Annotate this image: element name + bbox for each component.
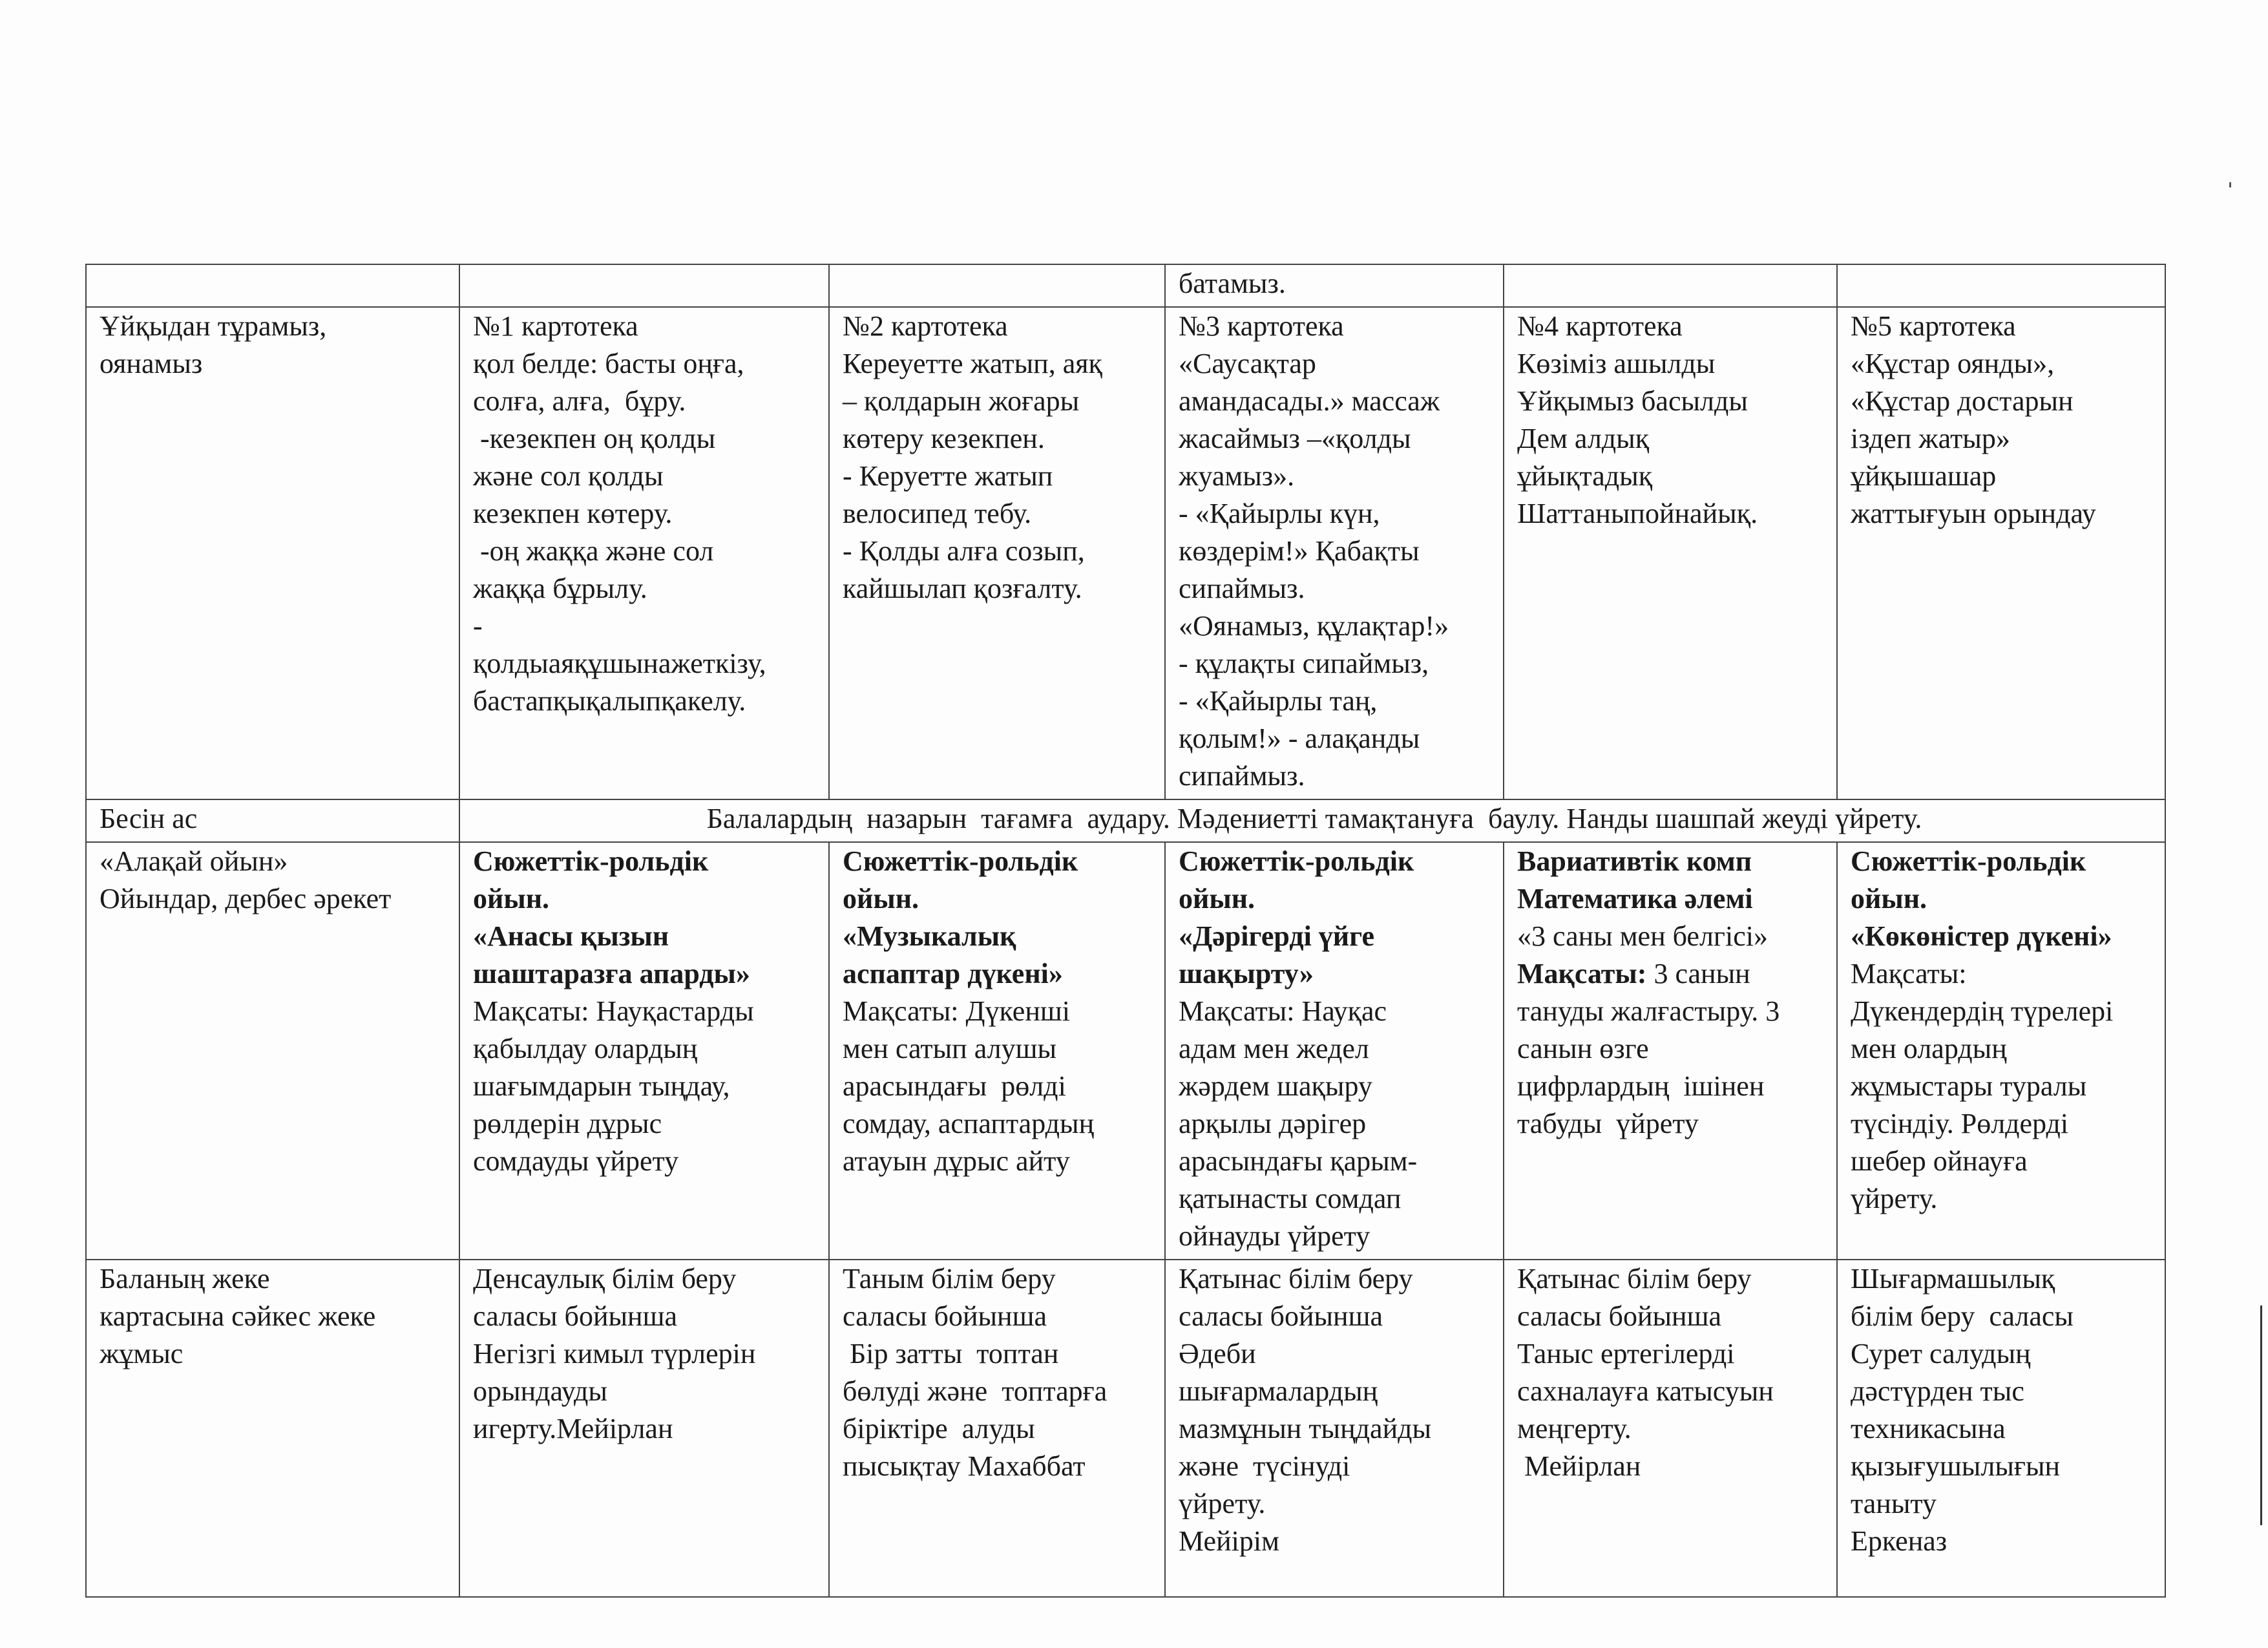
table-cell-4-3	[1165, 1260, 1504, 1597]
cell-text-line: арасындағы рөлді	[843, 1070, 1066, 1102]
table-cell-0-5	[1837, 264, 2165, 307]
game-goal	[473, 993, 819, 1180]
table-cell-3-4	[1504, 842, 1837, 1260]
cell-text-line: саласы бойынша	[473, 1300, 678, 1332]
cell-text-line: №3 картотека	[1179, 310, 1344, 342]
cell-text-line: рөлдерін дұрыс	[473, 1108, 662, 1139]
cell-text-line: Мақсаты: Науқас	[1179, 995, 1387, 1027]
cell-text-line: Қатынас білім беру	[1517, 1263, 1752, 1294]
cell-text-line: Еркеназ	[1851, 1525, 1948, 1557]
row-label-cell	[86, 307, 459, 799]
table-row-continuation	[86, 264, 2165, 307]
table-row-games	[86, 842, 2165, 1260]
cell-text-line: жәрдем шақыру	[1179, 1070, 1372, 1102]
cell-text-line: санын өзге	[1517, 1033, 1649, 1064]
cell-text-line: Дем алдық	[1517, 423, 1650, 454]
cell-text-line: дәстүрден тыс	[1851, 1375, 2024, 1407]
cell-text-line: амандасады.» массаж	[1179, 385, 1440, 417]
cell-text-line: Мейірім	[1179, 1525, 1279, 1557]
cell-text-line: Баланың жеке	[100, 1263, 270, 1294]
cell-text-line: Дүкендердің түрелері	[1851, 995, 2114, 1027]
cell-text-line: картасына сәйкес жеке	[100, 1300, 376, 1332]
scan-edge-line	[2260, 1305, 2262, 1525]
cell-text-line: атауын дұрыс айту	[843, 1145, 1070, 1177]
cell-text-line: қатынасты сомдап	[1179, 1183, 1402, 1214]
game-topic	[1517, 918, 1827, 955]
cell-text-line: сомдауды үйрету	[473, 1145, 679, 1177]
cell-text-line: іздеп жатыр»	[1851, 423, 2010, 454]
cell-text-line: батамыз.	[1179, 268, 1286, 299]
cell-text-line: кезекпен көтеру.	[473, 498, 673, 529]
cell-text-line: цифрлардың ішінен	[1517, 1070, 1765, 1102]
cell-text-line: көздерім!» Қабақты	[1179, 535, 1420, 567]
table-cell-4-2	[829, 1260, 1165, 1597]
cell-text-line: - Керуетте жатып	[843, 460, 1053, 492]
cell-text-line: жасаймыз –«қолды	[1179, 423, 1411, 454]
cell-text-line: жұмыстары туралы	[1851, 1070, 2087, 1102]
cell-text-line: таныту	[1851, 1488, 1937, 1519]
cell-text-line: «3 саны мен белгісі»	[1517, 920, 1768, 952]
cell-text-line: Негізгі кимыл түрлерін	[473, 1338, 756, 1369]
table-cell-1-2	[829, 307, 1165, 799]
cell-text-line: ойнауды үйрету	[1179, 1220, 1370, 1252]
table-cell-0-3	[1165, 264, 1504, 307]
cell-text-line: шығармалардың	[1179, 1375, 1378, 1407]
cell-text-line: техникасына	[1851, 1413, 2006, 1444]
cell-text-line: Сюжеттік-рольдік	[473, 845, 709, 877]
cell-text-line: №4 картотека	[1517, 310, 1683, 342]
cell-text-line: көтеру кезекпен.	[843, 423, 1045, 454]
cell-text-line: Бір затты топтан	[843, 1338, 1059, 1369]
cell-text-line: мазмұнын тыңдайды	[1179, 1413, 1432, 1444]
cell-text-line: Қатынас білім беру	[1179, 1263, 1413, 1294]
cell-text-line: «Музыкалық	[843, 920, 1016, 952]
cell-text-line: арқылы дәрігер	[1179, 1108, 1367, 1139]
cell-text-line: шаштаразға апарды»	[473, 958, 750, 989]
row-label-cell	[86, 1260, 459, 1597]
goal-rest: 3 санын	[1646, 958, 1750, 989]
cell-text-line: Шаттаныпойнайық.	[1517, 498, 1758, 529]
row-label-cell	[86, 264, 459, 307]
cell-text-line: Сюжеттік-рольдік	[843, 845, 1078, 877]
cell-text-line: - «Қайырлы күн,	[1179, 498, 1380, 529]
cell-text-line: бөлуді және топтарға	[843, 1375, 1108, 1407]
cell-text-line: және түсінуді	[1179, 1450, 1350, 1482]
cell-text-line: Шығармашылық	[1851, 1263, 2055, 1294]
game-goal	[1851, 955, 2156, 1218]
cell-text-line: қабылдау олардың	[473, 1033, 698, 1064]
cell-text-line: аспаптар дүкені»	[843, 958, 1063, 989]
cell-text-line: білім беру саласы	[1851, 1300, 2074, 1332]
cell-text-line: пысықтау Махаббат	[843, 1450, 1086, 1482]
cell-text-line: оянамыз	[100, 348, 203, 379]
cell-text-line: сипаймыз.	[1179, 760, 1305, 792]
cell-text-line: -оң жаққа және сол	[473, 535, 714, 567]
cell-text-line: Таныс ертегілерді	[1517, 1338, 1735, 1369]
cell-text-line: үйрету.	[1179, 1488, 1266, 1519]
merged-note-cell	[459, 799, 2165, 842]
cell-text-line: «Анасы қызын	[473, 920, 669, 952]
table-cell-0-4	[1504, 264, 1837, 307]
cell-text-line: біріктіре алуды	[843, 1413, 1035, 1444]
cell-text-line: адам мен жедел	[1179, 1033, 1369, 1064]
row-label-cell	[86, 842, 459, 1260]
cell-text-line: шағымдарын тыңдау,	[473, 1070, 730, 1102]
cell-text-line: «Құстар оянды»,	[1851, 348, 2055, 379]
game-goal	[1517, 993, 1827, 1143]
cell-text-line: саласы бойынша	[1179, 1300, 1383, 1332]
cell-text-line: Мақсаты:	[1851, 958, 1967, 989]
cell-text-line: және сол қолды	[473, 460, 664, 492]
cell-text-line: қол белде: басты оңға,	[473, 348, 744, 379]
scan-speck	[2229, 182, 2231, 187]
cell-text-line: Сюжеттік-рольдік	[1851, 845, 2086, 877]
cell-text-line: Бесін ас	[100, 803, 198, 834]
cell-text-line: кайшылап қозғалту.	[843, 573, 1082, 604]
cell-text-line: мен олардың	[1851, 1033, 2007, 1064]
cell-text-line: сахналауға катысуын	[1517, 1375, 1774, 1407]
cell-text-line: «Көкөністер дүкені»	[1851, 920, 2112, 952]
cell-text-line: шебер ойнауға	[1851, 1145, 2028, 1177]
table-cell-1-4	[1504, 307, 1837, 799]
cell-text-line: Таным білім беру	[843, 1263, 1056, 1294]
table-row-afternoon-snack	[86, 799, 2165, 842]
cell-text-line: Ұйқымыз басылды	[1517, 385, 1748, 417]
table-cell-1-5	[1837, 307, 2165, 799]
cell-text-line: меңгерту.	[1517, 1413, 1632, 1444]
row-label-cell	[86, 799, 459, 842]
daily-plan-table	[85, 264, 2166, 1598]
cell-text-line: ойын.	[1851, 883, 1927, 914]
cell-text-line: жұмыс	[100, 1338, 184, 1369]
table-cell-3-3	[1165, 842, 1504, 1260]
cell-text-line: Денсаулық білім беру	[473, 1263, 737, 1294]
cell-text-line: Ойындар, дербес әрекет	[100, 883, 392, 914]
cell-text-line: Мейірлан	[1517, 1450, 1641, 1482]
cell-text-line: арасындағы қарым-	[1179, 1145, 1418, 1177]
cell-text-line: сипаймыз.	[1179, 573, 1305, 604]
cell-text-line: ойын.	[1179, 883, 1255, 914]
table-cell-1-3	[1165, 307, 1504, 799]
table-cell-4-1	[459, 1260, 829, 1597]
cell-text-line: саласы бойынша	[843, 1300, 1047, 1332]
table-cell-3-1	[459, 842, 829, 1260]
game-title	[1517, 843, 1827, 918]
game-goal	[843, 993, 1155, 1180]
cell-text-line: Мақсаты: Науқастарды	[473, 995, 754, 1027]
cell-text-line: сомдау, аспаптардың	[843, 1108, 1095, 1139]
cell-text-line: табуды үйрету	[1517, 1108, 1699, 1139]
cell-text-line: ойын.	[843, 883, 919, 914]
cell-text-line: №1 картотека	[473, 310, 638, 342]
cell-text-line: бастапқықалыпқакелу.	[473, 685, 746, 717]
cell-text-line: – қолдарын жоғары	[843, 385, 1080, 417]
cell-text-line: ойын.	[473, 883, 550, 914]
cell-text-line: жаққа бұрылу.	[473, 573, 647, 604]
cell-text-line: тануды жалғастыру. 3	[1517, 995, 1780, 1027]
cell-text-line: - Қолды алға созып,	[843, 535, 1085, 567]
cell-text-line: түсіндіу. Рөлдерді	[1851, 1108, 2069, 1139]
table-cell-4-5	[1837, 1260, 2165, 1597]
cell-text-line: солға, алға, бұру.	[473, 385, 686, 417]
cell-text-line: орындауды	[473, 1375, 607, 1407]
cell-text-line: қолым!» - алақанды	[1179, 723, 1420, 754]
game-title	[473, 843, 819, 993]
table-cell-1-1	[459, 307, 829, 799]
cell-text-line: -кезекпен оң қолды	[473, 423, 716, 454]
cell-text-line: мен сатып алушы	[843, 1033, 1057, 1064]
table-row-individual-work	[86, 1260, 2165, 1597]
goal-line	[1517, 955, 1827, 993]
merged-note-text: Балалардың назарын тағамға аудару. Мәдениетті тамақтануға баулу. Нанды шашпай жеуді үйрету.	[706, 803, 1922, 834]
cell-text-line: саласы бойынша	[1517, 1300, 1722, 1332]
game-title	[1179, 843, 1494, 993]
cell-text-line: Әдеби	[1179, 1338, 1256, 1369]
cell-text-line: Сурет салудың	[1851, 1338, 2031, 1369]
cell-text-line: қызығушылығын	[1851, 1450, 2061, 1482]
table-cell-3-2	[829, 842, 1165, 1260]
cell-text-line: «Оянамыз, құлақтар!»	[1179, 610, 1449, 642]
cell-text-line: Сюжеттік-рольдік	[1179, 845, 1414, 877]
goal-label: Мақсаты:	[1517, 958, 1647, 989]
cell-text-line: велосипед тебу.	[843, 498, 1032, 529]
cell-text-line: «Дәрігерді үйге	[1179, 920, 1375, 952]
table-row-wake-up	[86, 307, 2165, 799]
game-goal	[1179, 993, 1494, 1255]
cell-text-line: ұйықтадық	[1517, 460, 1653, 492]
cell-text-line: Математика әлемі	[1517, 883, 1753, 914]
cell-text-line: жаттығуын орындау	[1851, 498, 2096, 529]
cell-text-line: «Саусақтар	[1179, 348, 1316, 379]
cell-text-line: -	[473, 610, 483, 642]
cell-text-line: Кереуетте жатып, аяқ	[843, 348, 1102, 379]
cell-text-line: жуамыз».	[1179, 460, 1295, 492]
cell-text-line: үйрету.	[1851, 1183, 1938, 1214]
game-title	[1851, 843, 2156, 955]
table-cell-4-4	[1504, 1260, 1837, 1597]
cell-text-line: - «Қайырлы таң,	[1179, 685, 1378, 717]
table-cell-0-1	[459, 264, 829, 307]
cell-text-line: «Құстар достарын	[1851, 385, 2074, 417]
table-cell-3-5	[1837, 842, 2165, 1260]
cell-text-line: Вариативтік комп	[1517, 845, 1752, 877]
cell-text-line: Ұйқыдан тұрамыз,	[100, 310, 327, 342]
cell-text-line: игерту.Мейірлан	[473, 1413, 673, 1444]
cell-text-line: «Алақай ойын»	[100, 845, 288, 877]
cell-text-line: ұйқышашар	[1851, 460, 1997, 492]
cell-text-line: шақырту»	[1179, 958, 1314, 989]
cell-text-line: - құлақты сипаймыз,	[1179, 648, 1429, 679]
cell-text-line: Көзіміз ашылды	[1517, 348, 1716, 379]
cell-text-line: Мақсаты: Дүкенші	[843, 995, 1070, 1027]
game-title	[843, 843, 1155, 993]
table-cell-0-2	[829, 264, 1165, 307]
cell-text-line: №2 картотека	[843, 310, 1008, 342]
cell-text-line: №5 картотека	[1851, 310, 2016, 342]
cell-text-line: қолдыаяқұшынажеткізу,	[473, 648, 766, 679]
